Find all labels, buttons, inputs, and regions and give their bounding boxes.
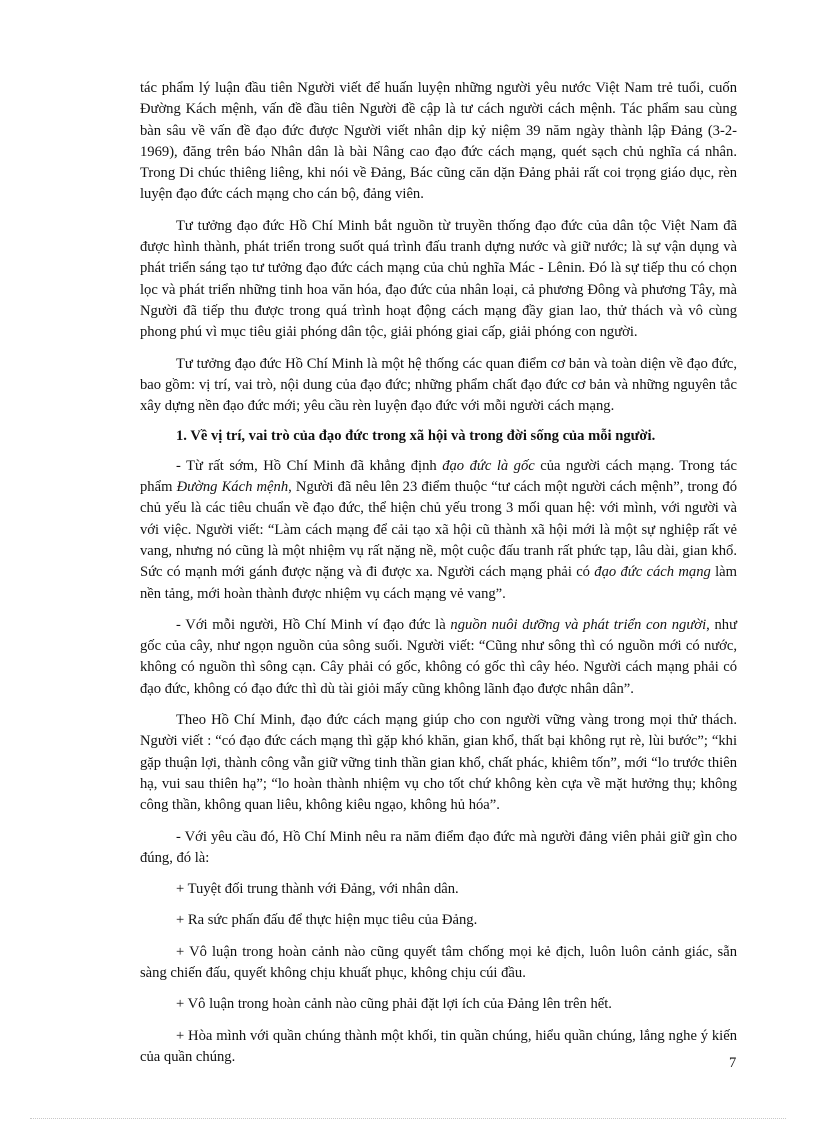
page-content (140, 78, 737, 1068)
page-number: 7 (729, 1055, 737, 1071)
list-item: + Vô luận trong hoàn cảnh nào cũng quyết tâm chống mọi kẻ địch, luôn luôn cảnh giác, sẵn sàng chiến đấu, quyết không chịu khuất phục, không chịu cúi đầu. (140, 943, 737, 981)
emphasis-dao-duc-cach-mang: đạo đức cách mạng (594, 564, 711, 581)
paragraph-root-of-revolutionary: - Từ rất sớm, Hồ Chí Minh đã khẳng định đạo đức là gốc của người cách mạng. Trong tác phẩm Đường Kách mệnh, Người đã nêu lên 23 điểm thuộc “tư cách một người cách mệnh”, trong đó chủ yếu là các tiêu chuẩn về đạo đức, thể hiện chủ yếu trong 3 mối quan hệ: với mình, với người và với việc. Người viết: “Làm cách mạng để cải tạo xã hội cũ thành xã hội mới là một sự nghiệp rất vẻ vang, nhưng nó cũng là một nhiệm vụ rất nặng nề, một cuộc đấu tranh rất phức tạp, lâu dài, gian khổ. Sức có mạnh mới gánh được nặng và đi được xa. Người cách mạng phải có đạo đức cách mạng làm nền tảng, mới hoàn thành được nhiệm vụ cách mạng vẻ vang”. (140, 457, 738, 602)
list-item: + Ra sức phấn đấu để thực hiện mục tiêu của Đảng. (176, 912, 478, 929)
list-item: + Hòa mình với quần chúng thành một khối, tin quần chúng, hiểu quần chúng, lắng nghe ý kiến của quần chúng. (140, 1027, 737, 1065)
paragraph-source-of-growth: - Với mỗi người, Hồ Chí Minh ví đạo đức là nguồn nuôi dưỡng và phát triển con người, như gốc của cây, như ngọn nguồn của sông suối. Người viết: “Cũng như sông thì có nguồn mới có nước, không có nguồn thì sông cạn. Cây phải có gốc, không có gốc thì cây héo. Người cách mạng phải có đạo đức, không có đạo đức thì dù tài giỏi mấy cũng không lãnh đạo được nhân dân”. (140, 616, 737, 697)
paragraph-intro-continued: tác phẩm lý luận đầu tiên Người viết để huấn luyện những người yêu nước Việt Nam trẻ tuổi, cuốn Đường Kách mệnh, vấn đề đầu tiên Người đề cập là tư cách người cách mệnh. Tác phẩm sau cùng bàn sâu về vấn đề đạo đức được Người viết nhân dịp kỷ niệm 39 năm ngày thành lập Đảng (3-2-1969), đăng trên báo Nhân dân là bài Nâng cao đạo đức cách mạng, quét sạch chủ nghĩa cá nhân. Trong Di chúc thiêng liêng, khi nói về Đảng, Bác cũng căn dặn Đảng phải rất coi trọng giáo dục, rèn luyện đạo đức cách mạng cho cán bộ, đảng viên. (140, 80, 737, 203)
emphasis-dao-duc-la-goc: đạo đức là gốc (442, 457, 535, 474)
emphasis-nguon-nuoi-duong: nguồn nuôi dưỡng và phát triển con người (450, 616, 707, 633)
section-heading: 1. Về vị trí, vai trò của đạo đức trong xã hội và trong đời sống của mỗi người. (176, 428, 656, 445)
page-bottom-divider (30, 1118, 786, 1119)
list-item: + Tuyệt đối trung thành với Đảng, với nhân dân. (176, 881, 459, 898)
paragraph-system: Tư tưởng đạo đức Hồ Chí Minh là một hệ thống các quan điểm cơ bản và toàn diện về đạo đức, bao gồm: vị trí, vai trò, nội dung của đạo đức; những phẩm chất đạo đức cơ bản và những nguyên tắc xây dựng nền đạo đức mới; yêu cầu rèn luyện đạo đức với mỗi người cách mạng. (140, 355, 737, 415)
paragraph-origins: Tư tưởng đạo đức Hồ Chí Minh bắt nguồn từ truyền thống đạo đức của dân tộc Việt Nam đã được hình thành, phát triển trong suốt quá trình đấu tranh dựng nước và giữ nước; là sự vận dụng và phát triển sáng tạo tư tưởng đạo đức cách mạng của chủ nghĩa Mác - Lênin. Đó là sự tiếp thu có chọn lọc và phát triển những tinh hoa văn hóa, đạo đức của nhân loại, cả phương Đông và phương Tây, mà Người đã tiếp thu được trong quá trình hoạt động cách mạng đầy gian lao, thử thách và vô cùng phong phú vì mục tiêu giải phóng dân tộc, giải phóng giai cấp, giải phóng con người. (140, 217, 737, 341)
list-item: + Vô luận trong hoàn cảnh nào cũng phải đặt lợi ích của Đảng lên trên hết. (176, 996, 612, 1013)
paragraph-five-points-intro: - Với yêu cầu đó, Hồ Chí Minh nêu ra năm điểm đạo đức mà người đảng viên phải giữ gìn cho đúng, đó là: (140, 828, 737, 866)
paragraph-steadfast: Theo Hồ Chí Minh, đạo đức cách mạng giúp cho con người vững vàng trong mọi thử thách. Người viết : “có đạo đức cách mạng thì gặp khó khăn, gian khổ, thất bại không rụt rè, lùi bước”; “khi gặp thuận lợi, thành công vẫn giữ vững tinh thần gian khổ, chất phác, khiêm tốn”, mới “lo trước thiên hạ, vui sau thiên hạ”; “lo hoàn thành nhiệm vụ cho tốt chứ không kèn cựa về mặt hưởng thụ; không công thần, không quan liêu, không kiêu ngạo, không hủ hóa”. (140, 712, 737, 814)
emphasis-book-title: Đường Kách mệnh (176, 479, 289, 496)
